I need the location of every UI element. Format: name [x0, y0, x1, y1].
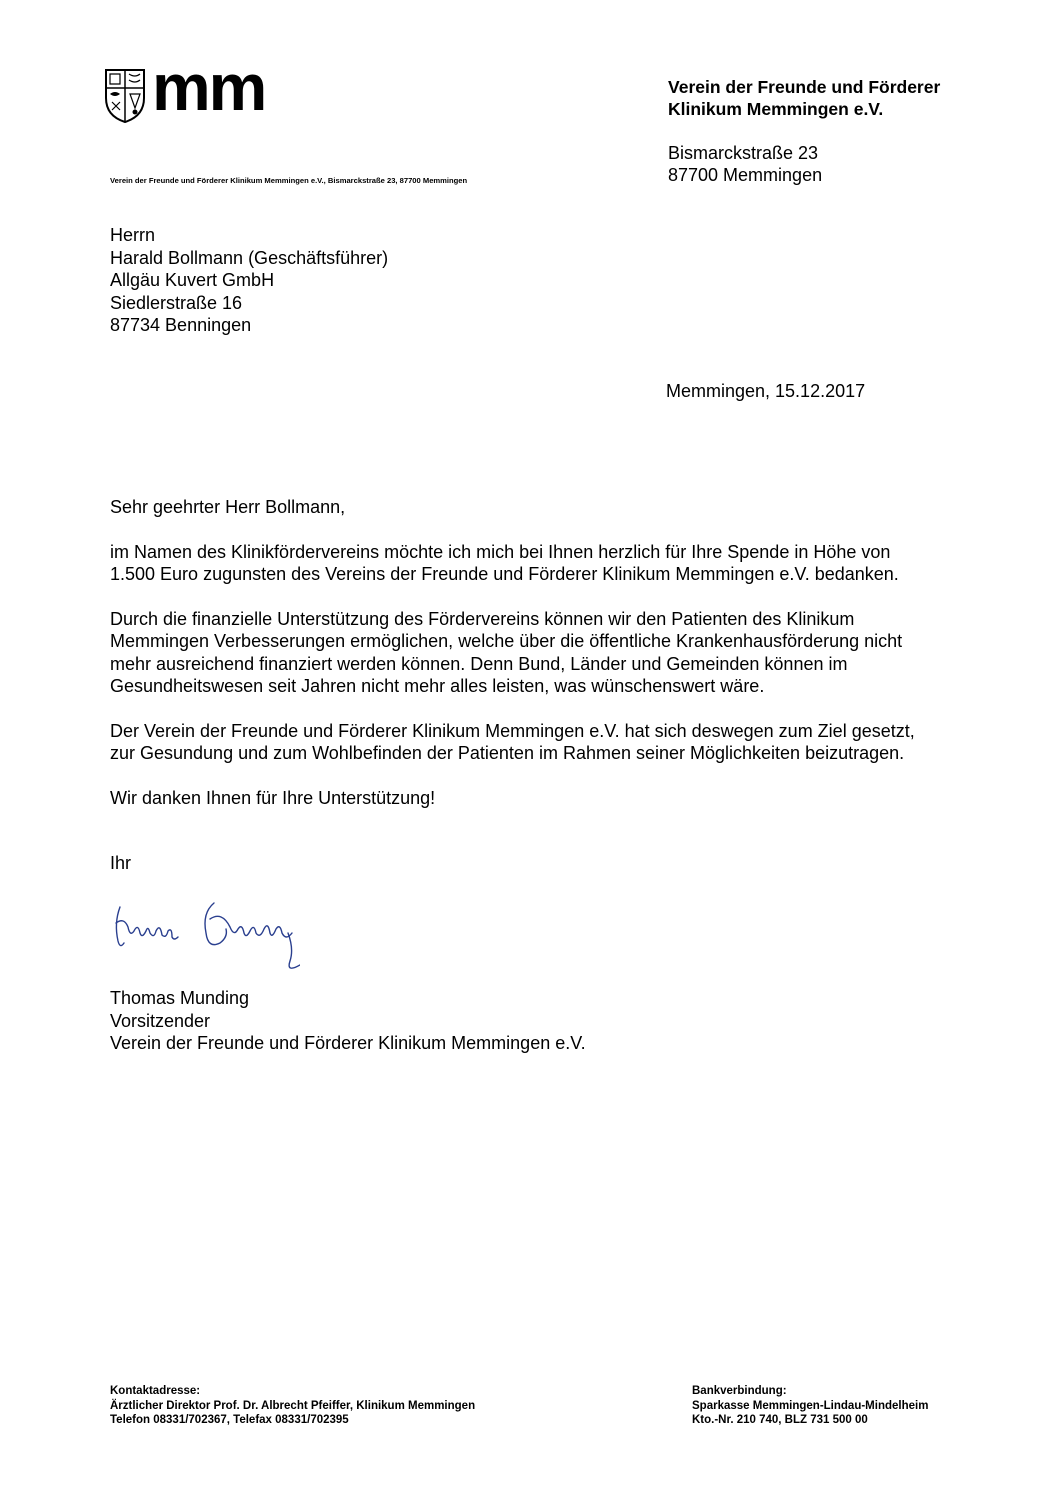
- coat-of-arms-icon: [104, 68, 146, 124]
- footer-line: Kto.-Nr. 210 740, BLZ 731 500 00: [692, 1414, 868, 1426]
- paragraph: [110, 541, 990, 586]
- recipient-address: [110, 224, 388, 337]
- recipient-line: 87734 Benningen: [110, 315, 252, 335]
- footer-line: Sparkasse Memmingen-Lindau-Mindelheim: [692, 1399, 929, 1412]
- logo-wordmark: mm: [152, 50, 266, 124]
- recipient-line: Allgäu Kuvert GmbH: [110, 270, 275, 290]
- recipient-line: Siedlerstraße 16: [110, 292, 243, 313]
- paragraph-line: Wir danken Ihnen für Ihre Unterstützung!: [110, 787, 436, 808]
- org-address-line: Bismarckstraße 23: [668, 143, 819, 163]
- recipient-line: Harald Bollmann (Geschäftsführer): [110, 247, 389, 268]
- signer-title: Vorsitzender: [110, 1010, 211, 1031]
- letter-body: [110, 496, 990, 831]
- signer-name: Thomas Munding: [110, 988, 250, 1008]
- paragraph-line: Der Verein der Freunde und Förderer Klinikum Memmingen e.V. hat sich deswegen zum Ziel gesetzt,: [110, 720, 915, 741]
- paragraph-line: Durch die finanzielle Unterstützung des Fördervereins können wir den Patienten des Klinikum: [110, 608, 855, 629]
- footer-line: Bankverbindung:: [692, 1385, 787, 1397]
- paragraph-line: zur Gesundung und zum Wohlbefinden der Patienten im Rahmen seiner Möglichkeiten beizutragen.: [110, 743, 905, 763]
- org-name-line: Verein der Freunde und Förderer: [668, 77, 941, 97]
- footer-line: Telefon 08331/702367, Telefax 08331/702395: [110, 1414, 349, 1426]
- salutation: Sehr geehrter Herr Bollmann,: [110, 497, 346, 517]
- footer-contact: [110, 1384, 475, 1428]
- footer-line: Kontaktadresse:: [110, 1385, 201, 1397]
- paragraph-line: Memmingen Verbesserungen ermöglichen, welche über die öffentliche Krankenhausförderung nicht: [110, 631, 903, 651]
- paragraph-line: 1.500 Euro zugunsten des Vereins der Freunde und Förderer Klinikum Memmingen e.V. bedanken.: [110, 564, 899, 584]
- paragraph: [110, 787, 990, 810]
- letter-date: Memmingen, 15.12.2017: [666, 381, 866, 401]
- org-address: [668, 142, 822, 186]
- paragraph-line: mehr ausreichend finanziert werden können. Denn Bund, Länder und Gemeinden können im: [110, 653, 848, 674]
- clinic-logo: [104, 50, 294, 128]
- footer-bank: [692, 1384, 928, 1428]
- org-address-line: 87700 Memmingen: [668, 165, 823, 185]
- org-name: [668, 76, 940, 120]
- signer-block: [110, 987, 586, 1055]
- paragraph: [110, 608, 990, 698]
- closing: Ihr: [110, 853, 132, 873]
- org-name-line: Klinikum Memmingen e.V.: [668, 99, 884, 119]
- handwritten-signature: [110, 893, 300, 979]
- signature-image: [110, 893, 300, 979]
- paragraph-line: Gesundheitswesen seit Jahren nicht mehr alles leisten, was wünschenswert wäre.: [110, 676, 765, 696]
- sender-return-line: Verein der Freunde und Förderer Klinikum Memmingen e.V., Bismarckstraße 23, 87700 Memmingen: [110, 176, 468, 185]
- signer-org: Verein der Freunde und Förderer Klinikum Memmingen e.V.: [110, 1033, 586, 1053]
- footer-line: Ärztlicher Direktor Prof. Dr. Albrecht Pfeiffer, Klinikum Memmingen: [110, 1399, 476, 1412]
- recipient-line: Herrn: [110, 225, 156, 245]
- paragraph-line: im Namen des Klinikfördervereins möchte ich mich bei Ihnen herzlich für Ihre Spende in Höhe von: [110, 541, 891, 562]
- paragraph: [110, 720, 990, 765]
